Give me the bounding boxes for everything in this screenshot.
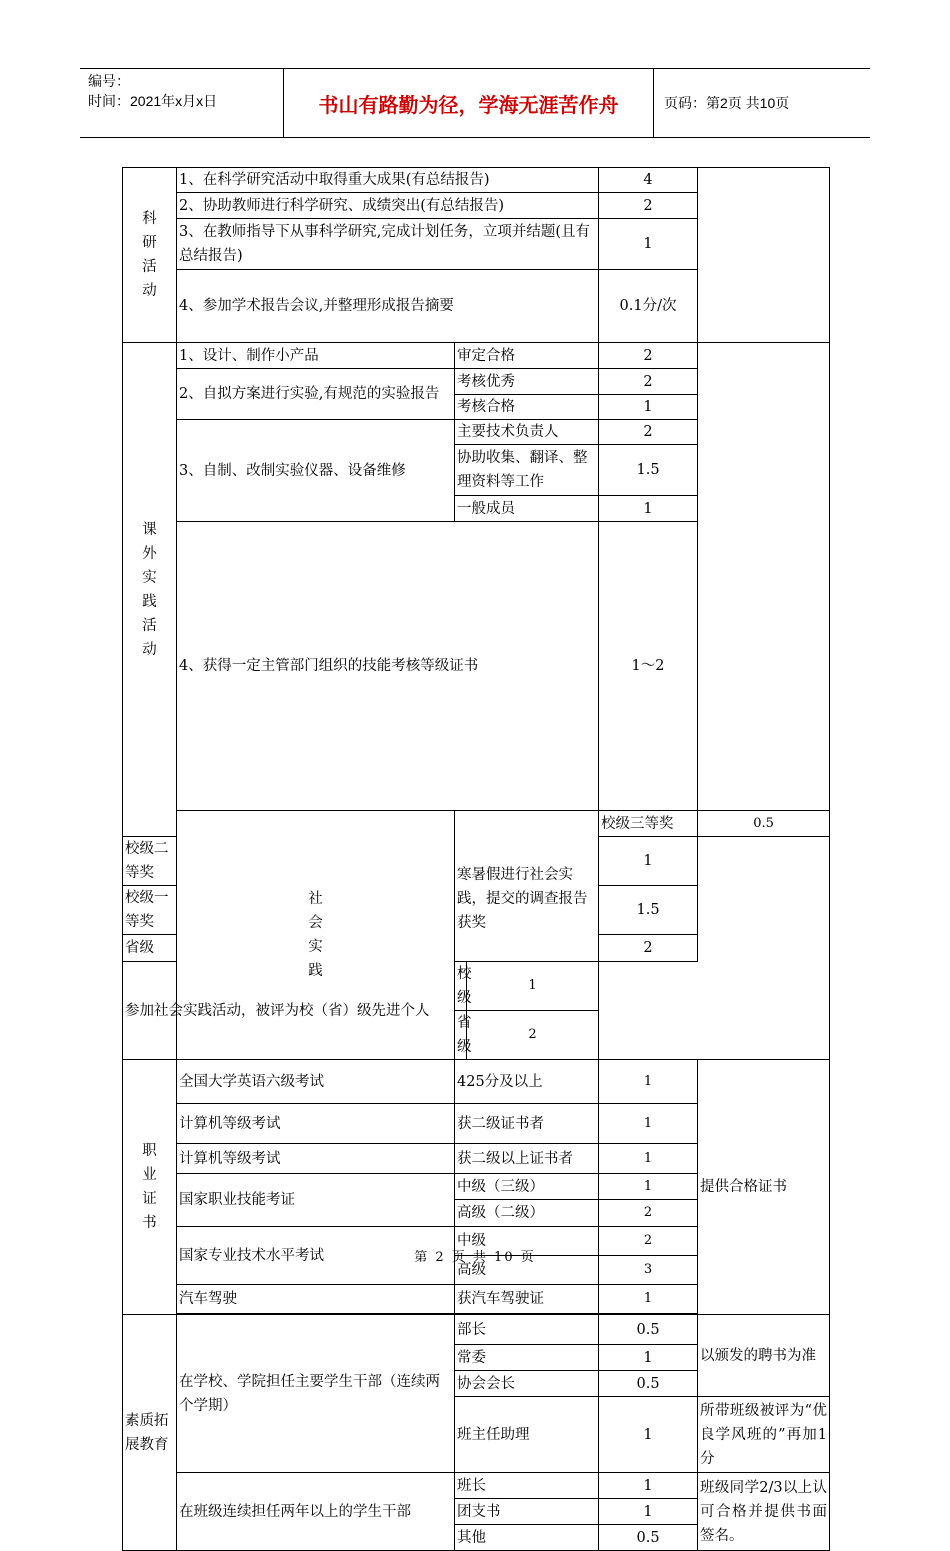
item-cell: 3、在教师指导下从事科学研究,完成计划任务，立项并结题(且有总结报告) xyxy=(177,219,599,270)
table-row xyxy=(123,811,830,837)
note-cell: 班级同学2/3以上认可合格并提供书面签名。 xyxy=(698,1473,830,1551)
score-cell: 0.5 xyxy=(599,1315,698,1345)
score-cell: 1～2 xyxy=(599,522,698,811)
note-cell: 所带班级被评为“优良学风班的”再加1分 xyxy=(698,1397,830,1473)
item-cell: 计算机等级考试 xyxy=(177,1104,455,1144)
level-cell: 获二级证书者 xyxy=(455,1104,599,1144)
level-cell: 常委 xyxy=(455,1345,599,1371)
note-cell xyxy=(698,168,830,343)
score-cell: 1 xyxy=(599,1473,698,1499)
score-cell: 0.5 xyxy=(698,811,830,837)
level-cell: 其他 xyxy=(455,1525,599,1551)
score-cell: 1 xyxy=(599,837,698,886)
level-cell: 校级三等奖 xyxy=(599,811,698,837)
item-cell: 4、获得一定主管部门组织的技能考核等级证书 xyxy=(177,522,599,811)
score-cell: 1 xyxy=(599,1397,698,1473)
table-row xyxy=(123,962,830,1011)
score-cell: 1 xyxy=(599,1104,698,1144)
score-cell: 0.5 xyxy=(599,1371,698,1397)
number-label: 编号： xyxy=(88,73,130,89)
score-cell: 2 xyxy=(599,193,698,219)
item-cell: 4、参加学术报告会议,并整理形成报告摘要 xyxy=(177,270,599,343)
level-cell: 校级一等奖 xyxy=(123,886,177,935)
item-cell: 全国大学英语六级考试 xyxy=(177,1060,455,1104)
item-cell: 汽车驾驶 xyxy=(177,1285,455,1314)
level-cell: 一般成员 xyxy=(455,496,599,522)
level-cell: 省级 xyxy=(123,935,177,962)
level-cell: 获汽车驾驶证 xyxy=(455,1285,599,1314)
header-info-cell xyxy=(80,69,284,137)
score-cell: 2 xyxy=(599,420,698,445)
level-cell: 高级（二级） xyxy=(455,1200,599,1227)
table-row xyxy=(123,168,830,193)
score-cell: 1 xyxy=(599,219,698,270)
item-cell: 在班级连续担任两年以上的学生干部 xyxy=(177,1473,455,1551)
level-cell: 考核优秀 xyxy=(455,369,599,395)
score-cell: 1 xyxy=(599,1499,698,1525)
level-cell: 考核合格 xyxy=(455,395,599,420)
score-cell: 4 xyxy=(599,168,698,193)
score-cell: 1 xyxy=(599,1345,698,1371)
time-label: 时间：2021年x月x日 xyxy=(88,93,218,109)
table-row xyxy=(123,1315,830,1345)
score-cell: 2 xyxy=(467,1011,599,1060)
level-cell: 省级 xyxy=(455,1011,467,1060)
level-cell: 班长 xyxy=(455,1473,599,1499)
item-cell: 寒暑假进行社会实践，提交的调查报告获奖 xyxy=(455,811,599,962)
score-cell: 0.1分/次 xyxy=(599,270,698,343)
level-cell: 校级二等奖 xyxy=(123,837,177,886)
item-cell: 2、协助教师进行科学研究、成绩突出(有总结报告) xyxy=(177,193,599,219)
level-cell: 高级 xyxy=(455,1256,599,1285)
score-cell: 1 xyxy=(599,496,698,522)
item-cell: 1、在科学研究活动中取得重大成果(有总结报告) xyxy=(177,168,599,193)
level-cell: 审定合格 xyxy=(455,343,599,369)
category-kewai: 课外实践活动 xyxy=(123,343,177,837)
level-cell: 中级 xyxy=(455,1227,599,1256)
item-cell: 参加社会实践活动，被评为校（省）级先进个人 xyxy=(123,962,455,1060)
category-zhiye: 职业证书 xyxy=(123,1060,177,1315)
score-cell: 1 xyxy=(599,395,698,420)
category-keyan: 科研活动 xyxy=(123,168,177,343)
level-cell: 班主任助理 xyxy=(455,1397,599,1473)
note-cell: 以颁发的聘书为准 xyxy=(698,1315,830,1397)
score-cell: 1 xyxy=(599,1174,698,1200)
category-suzhi: 素质拓展教育 xyxy=(123,1315,177,1551)
note-cell xyxy=(698,343,830,811)
score-cell: 1.5 xyxy=(599,445,698,496)
level-cell: 协会会长 xyxy=(455,1371,599,1397)
note-cell: 提供合格证书 xyxy=(698,1060,830,1315)
score-cell: 1 xyxy=(599,1144,698,1174)
item-cell: 国家专业技术水平考试 xyxy=(177,1227,455,1285)
score-cell: 1 xyxy=(599,1285,698,1314)
level-cell: 获二级以上证书者 xyxy=(455,1144,599,1174)
score-cell: 3 xyxy=(599,1256,698,1285)
level-cell: 协助收集、翻译、整理资料等工作 xyxy=(455,445,599,496)
item-cell: 2、自拟方案进行实验,有规范的实验报告 xyxy=(177,369,455,420)
table-row xyxy=(123,343,830,369)
item-cell: 1、设计、制作小产品 xyxy=(177,343,455,369)
header-page-code: 页码：第2页 共10页 xyxy=(664,95,790,111)
table-row xyxy=(123,1473,830,1499)
score-cell: 1.5 xyxy=(599,886,698,935)
level-cell: 主要技术负责人 xyxy=(455,420,599,445)
item-cell: 计算机等级考试 xyxy=(177,1144,455,1174)
score-cell: 2 xyxy=(599,1200,698,1227)
level-cell: 中级（三级） xyxy=(455,1174,599,1200)
score-cell: 2 xyxy=(599,343,698,369)
score-cell: 2 xyxy=(599,369,698,395)
table-row xyxy=(123,1060,830,1104)
level-cell: 团支书 xyxy=(455,1499,599,1525)
page-header xyxy=(80,68,870,138)
page-footer: 第 2 页 共 10 页 xyxy=(414,1250,536,1265)
score-cell: 2 xyxy=(599,1227,698,1256)
score-cell: 1 xyxy=(467,962,599,1011)
category-shehui: 社会实践 xyxy=(177,811,455,1060)
header-motto: 书山有路勤为径，学海无涯苦作舟 xyxy=(284,69,654,137)
level-cell: 425分及以上 xyxy=(455,1060,599,1104)
level-cell: 校级 xyxy=(455,962,467,1011)
score-cell: 1 xyxy=(599,1060,698,1104)
item-cell: 国家职业技能考证 xyxy=(177,1174,455,1227)
score-cell: 2 xyxy=(599,935,698,962)
score-table xyxy=(122,167,830,1551)
item-cell: 在学校、学院担任主要学生干部（连续两个学期） xyxy=(177,1315,455,1473)
score-cell: 0.5 xyxy=(599,1525,698,1551)
level-cell: 部长 xyxy=(455,1315,599,1345)
item-cell: 3、自制、改制实验仪器、设备维修 xyxy=(177,420,455,522)
